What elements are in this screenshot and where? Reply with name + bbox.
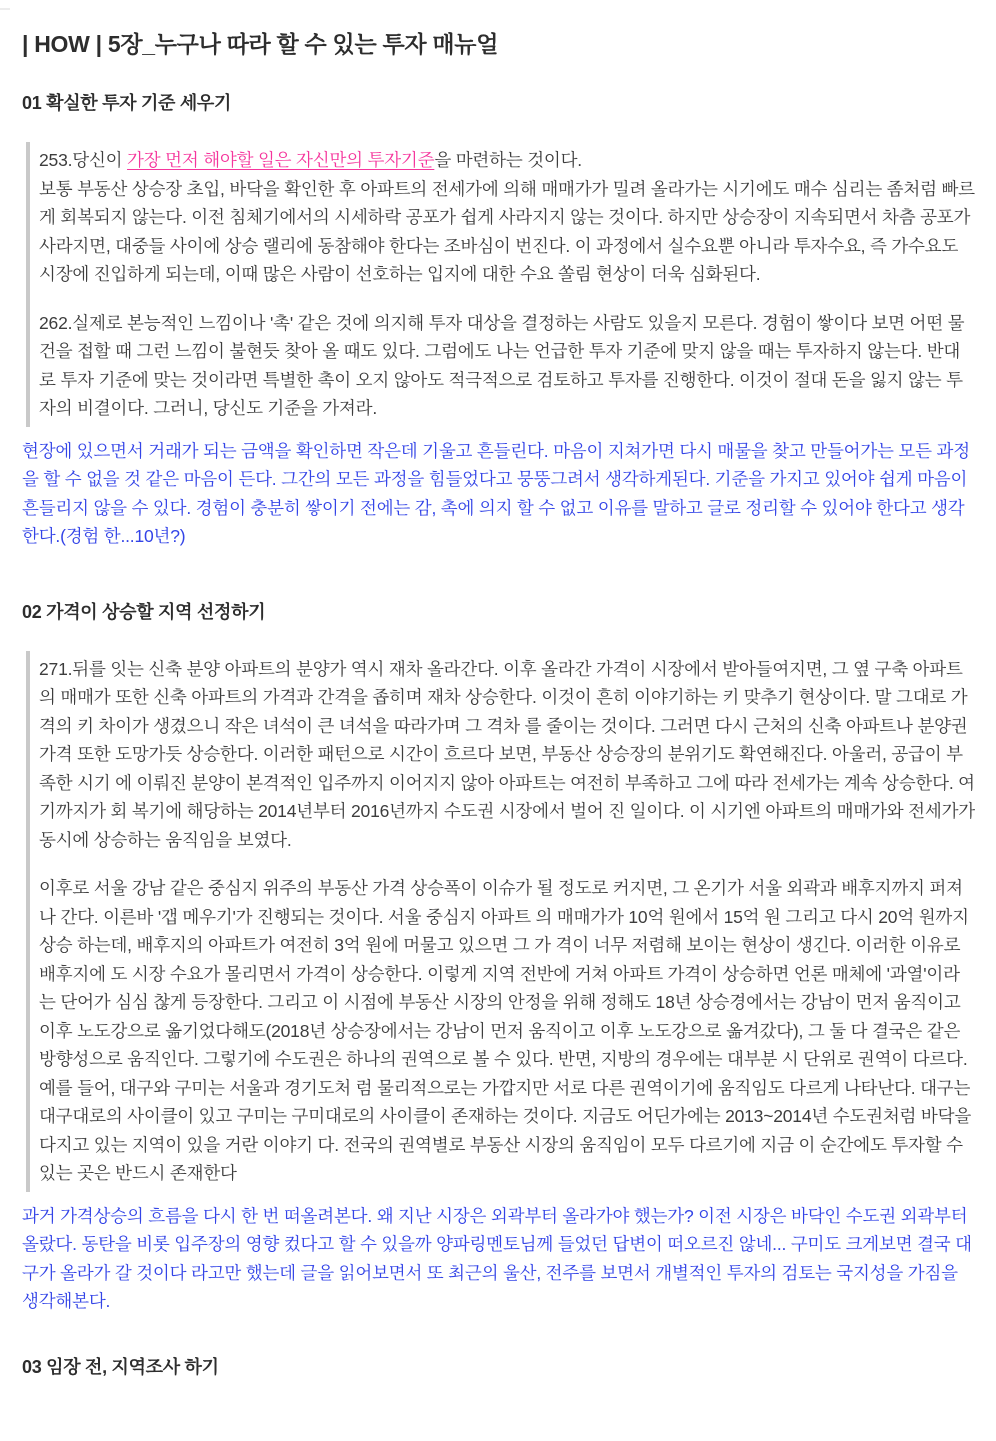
personal-note-1: 현장에 있으면서 거래가 되는 금액을 확인하면 작은데 기울고 흔들린다. 마음이 지쳐가면 다시 매물을 찾고 만들어가는 모든 과정을 할 수 없을 것 같은 마음이 든다. 그간의 모든 과정을 힘들었다고 뭉뚱그려서 생각하게된다. 기준을 가지고 있어야 쉽게 마음이 흔들리지 않을 수 있다. 경험이 충분히 쌓이기 전에는 감, 촉에 의지 할 수 없고 이유를 말하고 글로 정리할 수 있어야 한다고 생각한다.(경험 한...10년?) bbox=[22, 440, 970, 546]
quote-253-body: 보통 부동산 상승장 초입, 바닥을 확인한 후 아파트의 전세가에 의해 매매가가 밀려 올라가는 시기에도 매수 심리는 좀처럼 빠르게 회복되지 않는다. 이전 침체기에서의 시세하락 공포가 쉽게 사라지지 않는 것이다. 하지만 상승장이 지속되면서 차츰 공포가 사라지면, 대중들 사이에 상승 랠리에 동참해야 한다는 조바심이 번진다. 이 과정에서 실수요뿐 아니라 투자수요, 즉 가수요도 시장에 진입하게 되는데, 이때 많은 사람이 선호하는 입지에 대한 수요 쏠림 현상이 더욱 심화된다. bbox=[39, 178, 975, 284]
quote-253-after-highlight: 을 마련하는 것이다. bbox=[434, 150, 582, 170]
quote-253-lead: 253.당신이 bbox=[39, 150, 128, 170]
quote-block-1 bbox=[26, 142, 976, 427]
quote-paragraph-271: 271.뒤를 잇는 신축 분양 아파트의 분양가 역시 재차 올라간다. 이후 올라간 가격이 시장에서 받아들여지면, 그 옆 구축 아파트의 매매가 또한 신축 아파트의 가격과 간격을 좁히며 재차 상승한다. 이것이 흔히 이야기하는 키 맞추기 현상이다. 말 그대로 가격의 키 차이가 생겼으니 작은 녀석이 큰 녀석을 따라가며 그 격차 를 줄이는 것이다. 그러면 다시 근처의 신축 아파트나 분양권 가격 또한 도망가듯 상승한다. 이러한 패턴으로 시간이 흐르다 보면, 부동산 상승장의 분위기도 확연해진다. 아울러, 공급이 부족한 시기 에 이뤄진 분양이 본격적인 입주까지 이어지지 않아 아파트는 여전히 부족하고 그에 따라 전세가는 계속 상승한다. 여기까지가 회 복기에 해당하는 2014년부터 2016년까지 수도권 시장에서 벌어 진 일이다. 이 시기엔 아파트의 매매가와 전세가가 동시에 상승하는 움직임을 보였다. bbox=[39, 658, 975, 850]
page-title: | HOW | 5장_누구나 따라 할 수 있는 투자 매뉴얼 bbox=[22, 31, 499, 57]
pink-underlined-emphasis: 가장 먼저 해야할 일은 자신만의 투자기준 bbox=[127, 150, 435, 170]
page-top-divider-remnant bbox=[0, 8, 10, 10]
personal-note-2: 과거 가격상승의 흐름을 다시 한 번 떠올려본다. 왜 지난 시장은 외곽부터 올라가야 했는가? 이전 시장은 바닥인 수도권 외곽부터 올랐다. 동탄을 비롯 입주장의 영향 컸다고 할 수 있을까 양파링멘토님께 들었던 답변이 떠오르진 않네... 구미도 크게보면 결국 대구가 올라가 갈 것이다 라고만 했는데 글을 읽어보면서 또 최근의 울산, 전주를 보면서 개별적인 투자의 검토는 국지성을 가짐을 생각해본다. bbox=[22, 1205, 972, 1311]
section-02 bbox=[22, 601, 976, 1316]
quote-paragraph-gap-filling: 이후로 서울 강남 같은 중심지 위주의 부동산 가격 상승폭이 이슈가 될 정도로 커지면, 그 온기가 서울 외곽과 배후지까지 퍼져나 간다. 이른바 '갭 메우기'가 진행되는 것이다. 서울 중심지 아파트 의 매매가가 10억 원에서 15억 원 그리고 다시 20억 원까지 상승 하는데, 배후지의 아파트가 여전히 3억 원에 머물고 있으면 그 가 격이 너무 저렴해 보이는 현상이 생긴다. 이러한 이유로 배후지에 도 시장 수요가 몰리면서 가격이 상승한다. 이렇게 지역 전반에 거쳐 아파트 가격이 상승하면 언론 매체에 '과열'이라는 단어가 심심 찮게 등장한다. 그리고 이 시점에 부동산 시장의 안정을 위해 정해도 18년 상승경에서는 강남이 먼저 움직이고 이후 노도강으로 옮기었다해도(2018년 상승장에서는 강남이 먼저 움직이고 이후 노도강으로 옮겨갔다), 그 둘 다 결국은 같은 방향성으로 움직인다. 그렇기에 수도권은 하나의 권역으로 볼 수 있다. 반면, 지방의 경우에는 대부분 시 단위로 권역이 다르다. 예를 들어, 대구와 구미는 서울과 경기도처 럼 물리적으로는 가깝지만 서로 다른 권역이기에 움직임도 다르게 나타난다. 대구는 대구대로의 사이클이 있고 구미는 구미대로의 사이클이 존재하는 것이다. 지금도 어딘가에는 2013~2014년 수도권처럼 바닥을 다지고 있는 지역이 있을 거란 이야기 다. 전국의 권역별로 부동산 시장의 움직임이 모두 다르기에 지금 이 순간에도 투자할 수 있는 곳은 반드시 존재한다 bbox=[39, 878, 972, 1183]
quote-block-2 bbox=[26, 651, 976, 1192]
section-01-heading: 01 확실한 투자 기준 세우기 bbox=[22, 93, 232, 113]
section-01 bbox=[22, 92, 976, 551]
quote-paragraph-262: 262.실제로 본능적인 느낌이나 '촉' 같은 것에 의지해 투자 대상을 결정하는 사람도 있을지 모른다. 경험이 쌓이다 보면 어떤 물건을 접할 때 그런 느낌이 불현듯 찾아 올 때도 있다. 그럼에도 나는 언급한 투자 기준에 맞지 않을 때는 투자하지 않는다. 반대로 투자 기준에 맞는 것이라면 특별한 촉이 오지 않아도 적극적으로 검토하고 투자를 진행한다. 이것이 절대 돈을 잃지 않는 투자의 비결이다. 그러니, 당신도 기준을 가져라. bbox=[39, 312, 965, 418]
section-03-heading: 03 임장 전, 지역조사 하기 bbox=[22, 1356, 219, 1377]
quote-paragraph-253 bbox=[39, 146, 976, 289]
section-03 bbox=[22, 1356, 976, 1378]
section-02-heading: 02 가격이 상승할 지역 선정하기 bbox=[22, 601, 266, 622]
